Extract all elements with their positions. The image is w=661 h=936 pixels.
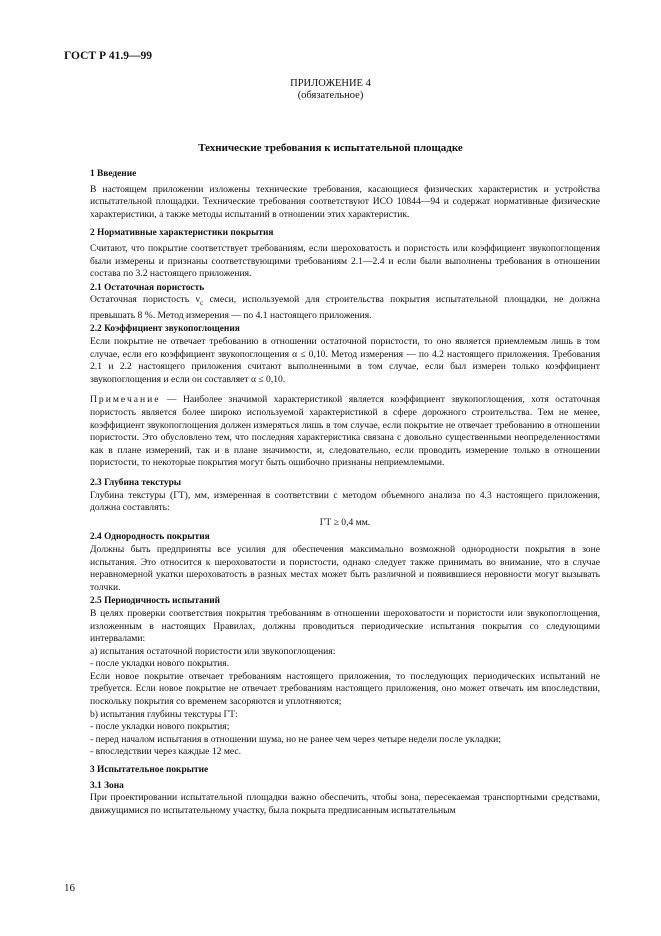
note-text: — Наиболее значимой характеристикой является коэффициент звукопоглощения, хотя остаточная пористость является более широко используемой характеристикой в сфере дорожного строительства. Тем не менее, коэффициент звукопоглощения должен измеряться лишь в том случае, если покрытие не отвечает требованию в отношении пористости. Это обусловлено тем, что последняя характеристика связана с довольно существенными неопределенностями как в плане измерений, так и в плане значимости, и, следовательно, если проводить измерение только в отношении пористости, то некоторые покрытия могут быть ошибочно признаны неприемлемыми. bbox=[90, 394, 600, 469]
section-2-4-heading: 2.4 Однородность покрытия bbox=[90, 532, 210, 543]
section-2-1-text bbox=[90, 294, 600, 322]
section-2-2-text: Если покрытие не отвечает требованию в отношении остаточной пористости, то оно является приемлемым лишь в том случае, если его коэффициент звукопоглощения α ≤ 0,10. Метод измерения — по 4.2 настоящего приложения. Требования 2.1 и 2.2 настоящего приложения считают выполненными в том случае, если был измерен только коэффициент звукопоглощения и если он составляет α ≤ 0,10. bbox=[90, 336, 600, 385]
section-2-5-heading: 2.5 Периодичность испытаний bbox=[90, 596, 221, 607]
document-body bbox=[90, 163, 600, 817]
page-number: 16 bbox=[64, 882, 75, 894]
section-2-2-heading: 2.2 Коэффициент звукопоглощения bbox=[90, 324, 240, 335]
section-2-5-text: В целях проверки соответствия покрытия требованиям в отношении шероховатости и пористости или звукопоглощения, изложенным в настоящих Правилах, должны проводиться периодические испытания покрытия со следующими интервалами: bbox=[90, 607, 600, 645]
section-3-1-heading: 3.1 Зона bbox=[90, 780, 124, 791]
section-3-heading: 3 Испытательное покрытие bbox=[90, 765, 209, 776]
section-1-text bbox=[90, 184, 600, 222]
appendix-label: ПРИЛОЖЕНИЕ 4 bbox=[290, 78, 371, 89]
section-2-heading: 2 Нормативные характеристики покрытия bbox=[90, 228, 274, 239]
section-2-3-heading: 2.3 Глубина текстуры bbox=[90, 477, 182, 488]
section-2-1-text-b: смеси, используемой для строительства покрытия испытательной площадки, не должна превышать 8 %. Метод измерения — по 4.1 настоящего приложения. bbox=[90, 294, 600, 321]
texture-depth-formula: ГТ ≥ 0,4 мм. bbox=[319, 516, 371, 528]
section-2-5-item-b1: - после укладки нового покрытия; bbox=[90, 721, 230, 733]
section-2-1-heading: 2.1 Остаточная пористость bbox=[90, 282, 205, 293]
section-2-5-text-2: Если новое покрытие отвечает требованиям настоящего приложения, то последующих периодических испытаний не требуется. Если новое покрытие не отвечает требованиям настоящего приложения, оно может отвечать им впоследствии, поскольку покрытия со временем засоряются и уплотняются; bbox=[90, 670, 600, 708]
section-2-1-text-a: Остаточная пористость v bbox=[90, 294, 201, 306]
section-2-3-text: Глубина текстуры (ГТ), мм, измеренная в соответствии с методом объемного анализа по 4.3 настоящего приложения, должна составлять: bbox=[90, 489, 600, 514]
section-2-5-item-b: b) испытания глубины текстуры ГТ: bbox=[90, 708, 238, 720]
section-2-5-item-b3: - впоследствии через каждые 12 мес. bbox=[90, 746, 242, 758]
section-2-5-item-b2: - перед началом испытания в отношении шума, но не ранее чем через четыре недели после укладки; bbox=[90, 733, 501, 745]
note-label: Примечание bbox=[90, 394, 161, 406]
section-3-1-text: При проектировании испытательной площадки важно обеспечить, чтобы зона, пересекаемая транспортными средствами, движущимися по испытательному участку, была покрыта предписанным испытательным bbox=[90, 792, 600, 816]
section-2-4-text: Должны быть предприняты все усилия для обеспечения максимально возможной однородности покрытия в зоне испытания. Это относится к шероховатости и пористости, однако следует также принимать во внимание, что в случае неравномерной укатки шероховатость в разных местах может быть различной и появившиеся неровности могут вызывать толчки. bbox=[90, 543, 600, 593]
section-1-heading: 1 Введение bbox=[90, 169, 137, 179]
standard-header: ГОСТ Р 41.9—99 bbox=[64, 50, 152, 62]
section-2-5-item-a1: - после укладки нового покрытия. bbox=[90, 658, 230, 670]
appendix-status: (обязательное) bbox=[297, 90, 364, 101]
note-paragraph bbox=[90, 394, 600, 470]
section-2-1-subscript: c bbox=[200, 299, 204, 308]
document-title: Технические требования к испытательной площадке bbox=[198, 142, 463, 154]
section-2-text: Считают, что покрытие соответствует требованиям, если шероховатость и пористость или коэффициент звукопоглощения были измерены и признаны соответствующими требованиям 2.1—2.4 и если были выполнены требования в отношении состава по 3.2 настоящего приложения. bbox=[90, 242, 600, 280]
section-1-text-content: В настоящем приложении изложены технические требования, касающиеся физических характеристик и устройства испытательной площадки. Технические требования соответствуют ИСО 10844—94 и содержат нормативные физические характеристики, а также методы испытаний в отношении этих характеристик. bbox=[90, 183, 600, 220]
section-2-5-item-a: a) испытания остаточной пористости или звукопоглощения: bbox=[90, 645, 336, 657]
